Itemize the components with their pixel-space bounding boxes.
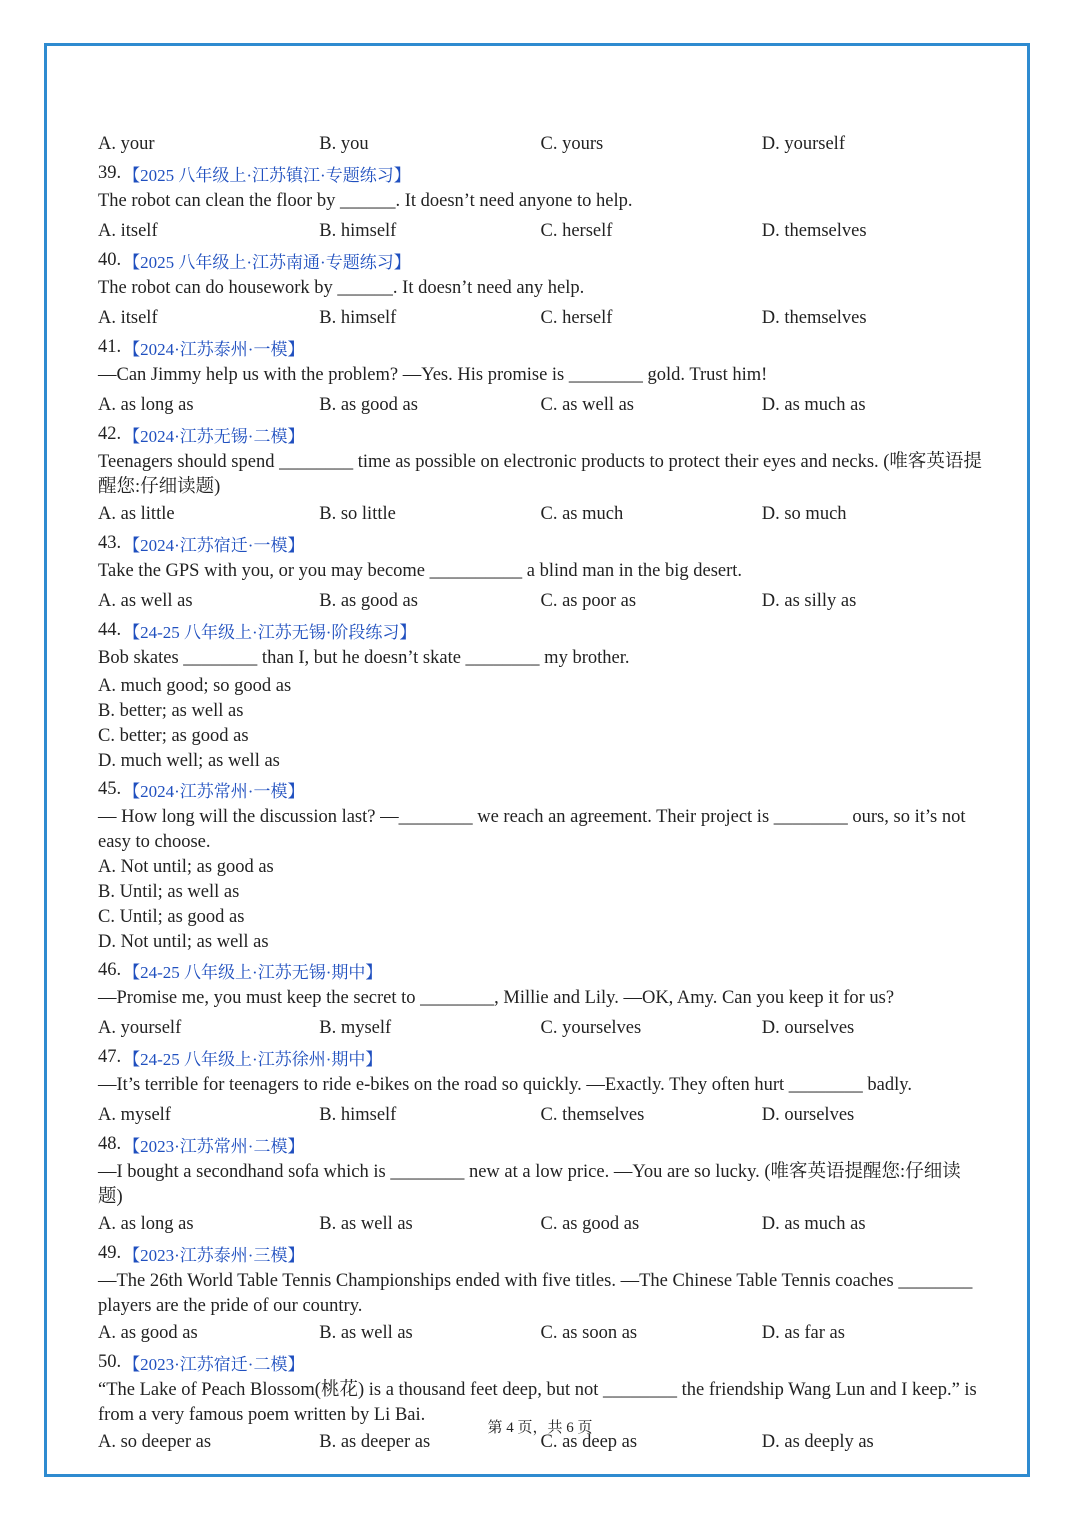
option: B. so little	[319, 503, 396, 524]
question-stem: The robot can do housework by ______. It doesn’t need any help.	[98, 278, 585, 298]
option: A. as long as	[98, 1213, 194, 1234]
question-header	[98, 332, 983, 362]
question-number: 40.	[98, 249, 122, 270]
option: A. yourself	[98, 1017, 182, 1038]
option: C. herself	[540, 307, 613, 328]
question-stem: —Promise me, you must keep the secret to ________, Millie and Lily. —OK, Amy. Can you keep it for us?	[98, 988, 895, 1008]
options-row	[98, 1210, 983, 1238]
option: D. as much as	[761, 394, 866, 415]
question-stem: Teenagers should spend ________ time as possible on electronic products to protect their eyes and necks. (唯客英语提醒您:仔细读题)	[98, 452, 982, 497]
question-stem: — How long will the discussion last? —________ we reach an agreement. Their project is ________ ours, so it’s not easy to choose.	[98, 807, 966, 852]
question-stem: —The 26th World Table Tennis Championships ended with five titles. —The Chinese Table Tennis coaches ________ players are the pride of our country.	[98, 1271, 973, 1316]
option: D. ourselves	[761, 1104, 855, 1125]
options-row	[98, 130, 983, 158]
option: C. as much	[540, 503, 624, 524]
question-source: 【2023·江苏常州·二模】	[123, 1136, 305, 1156]
option: A. myself	[98, 1104, 171, 1125]
question-list	[98, 130, 983, 1456]
question-number: 46.	[98, 959, 122, 980]
option: A. itself	[98, 307, 158, 328]
question-source: 【2023·江苏泰州·三模】	[123, 1245, 305, 1265]
question-stem: —It’s terrible for teenagers to ride e-bikes on the road so quickly. —Exactly. They often hurt ________ badly.	[98, 1075, 912, 1095]
question-source: 【24-25 八年级上·江苏无锡·阶段练习】	[123, 622, 417, 642]
question-stem: Take the GPS with you, or you may become __________ a blind man in the big desert.	[98, 561, 743, 581]
question-stem: Bob skates ________ than I, but he doesn’t skate ________ my brother.	[98, 648, 630, 668]
question-stem: “The Lake of Peach Blossom(桃花) is a thousand feet deep, but not ________ the friendship Wang Lun and I keep.” is from a very famous poem written by Li Bai.	[98, 1380, 977, 1425]
option: A. Not until; as good as	[98, 857, 274, 877]
option: B. as good as	[319, 590, 418, 611]
question-stem: —Can Jimmy help us with the problem? —Yes. His promise is ________ gold. Trust him!	[98, 365, 768, 385]
option: B. myself	[319, 1017, 392, 1038]
option: C. yourselves	[540, 1017, 642, 1038]
question-header	[98, 955, 983, 985]
option: B. as well as	[319, 1322, 413, 1343]
options-row	[98, 1101, 983, 1129]
option: D. yourself	[761, 133, 845, 154]
option: B. as deeper as	[319, 1431, 431, 1452]
page-number-footer: 第 4 页，共 6 页	[487, 1420, 593, 1436]
option: D. as silly as	[761, 590, 857, 611]
option: C. as good as	[540, 1213, 640, 1234]
option: A. as good as	[98, 1322, 198, 1343]
question-number: 43.	[98, 532, 122, 553]
question-header	[98, 1238, 983, 1268]
option: B. as good as	[319, 394, 418, 415]
option: C. herself	[540, 220, 613, 241]
options-row	[98, 217, 983, 245]
question-header	[98, 1042, 983, 1072]
question-header	[98, 1347, 983, 1377]
option: D. as deeply as	[761, 1431, 874, 1452]
option: C. as well as	[540, 394, 635, 415]
options-grid	[98, 674, 983, 774]
question-number: 47.	[98, 1046, 122, 1067]
question-number: 50.	[98, 1351, 122, 1372]
option: C. better; as good as	[98, 726, 249, 746]
option: D. as far as	[761, 1322, 845, 1343]
option: C. as soon as	[540, 1322, 638, 1343]
question-header	[98, 1129, 983, 1159]
question-number: 41.	[98, 336, 122, 357]
question-source: 【2024·江苏宿迁·一模】	[123, 535, 305, 555]
options-row	[98, 304, 983, 332]
question-source: 【2024·江苏无锡·二模】	[123, 426, 305, 446]
options-grid	[98, 855, 983, 955]
question-source: 【2024·江苏泰州·一模】	[123, 339, 305, 359]
question-source: 【2025 八年级上·江苏镇江·专题练习】	[123, 165, 411, 185]
option: A. much good; so good as	[98, 676, 292, 696]
option: D. as much as	[761, 1213, 866, 1234]
option: A. as well as	[98, 590, 193, 611]
option: B. himself	[319, 307, 397, 328]
question-header	[98, 615, 983, 645]
question-number: 49.	[98, 1242, 122, 1263]
question-number: 39.	[98, 162, 122, 183]
option: A. itself	[98, 220, 158, 241]
option: D. much well; as well as	[98, 751, 280, 771]
question-source: 【2024·江苏常州·一模】	[123, 781, 305, 801]
option: B. as well as	[319, 1213, 413, 1234]
question-header	[98, 528, 983, 558]
option: A. your	[98, 133, 155, 154]
options-row	[98, 1319, 983, 1347]
question-header	[98, 245, 983, 275]
question-number: 44.	[98, 619, 122, 640]
option: B. Until; as well as	[98, 882, 240, 902]
question-source: 【2025 八年级上·江苏南通·专题练习】	[123, 252, 411, 272]
option: B. you	[319, 133, 369, 154]
question-header	[98, 158, 983, 188]
option: C. as deep as	[540, 1431, 638, 1452]
option: C. themselves	[540, 1104, 645, 1125]
option: B. better; as well as	[98, 701, 244, 721]
question-header	[98, 774, 983, 804]
option: A. as little	[98, 503, 175, 524]
option: D. themselves	[761, 220, 867, 241]
question-header	[98, 419, 983, 449]
question-number: 45.	[98, 778, 122, 799]
question-source: 【2023·江苏宿迁·二模】	[123, 1354, 305, 1374]
option: D. Not until; as well as	[98, 932, 269, 952]
question-number: 48.	[98, 1133, 122, 1154]
question-stem: —I bought a secondhand sofa which is ________ new at a low price. —You are so lucky. (唯客英语提醒您:仔细读题)	[98, 1162, 961, 1207]
option: C. Until; as good as	[98, 907, 245, 927]
question-number: 42.	[98, 423, 122, 444]
option: B. himself	[319, 220, 397, 241]
option: D. themselves	[761, 307, 867, 328]
options-row	[98, 587, 983, 615]
option: A. so deeper as	[98, 1431, 212, 1452]
option: B. himself	[319, 1104, 397, 1125]
question-source: 【24-25 八年级上·江苏无锡·期中】	[123, 962, 383, 982]
options-row	[98, 500, 983, 528]
option: C. as poor as	[540, 590, 637, 611]
option: A. as long as	[98, 394, 194, 415]
option: C. yours	[540, 133, 604, 154]
option: D. so much	[761, 503, 847, 524]
options-row	[98, 391, 983, 419]
option: D. ourselves	[761, 1017, 855, 1038]
question-stem: The robot can clean the floor by ______. It doesn’t need anyone to help.	[98, 191, 633, 211]
options-row	[98, 1014, 983, 1042]
question-source: 【24-25 八年级上·江苏徐州·期中】	[123, 1049, 383, 1069]
